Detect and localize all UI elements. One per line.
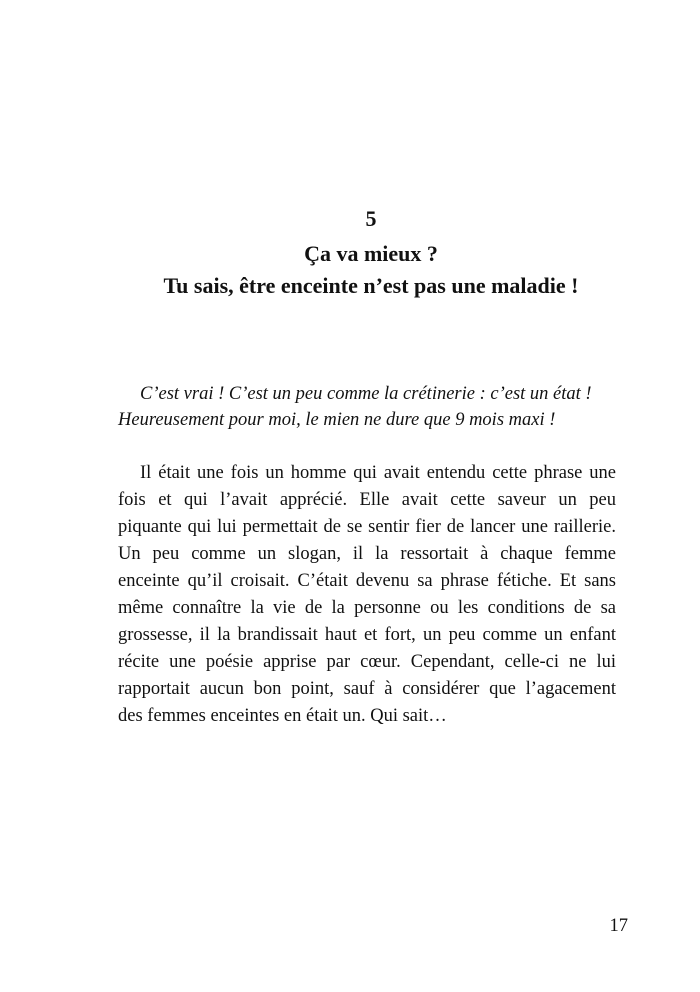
paragraph-line: enceinte qu’il croisait. C’était devenu sa phrase fétiche. Et sans xyxy=(118,571,616,591)
epigraph-line: Heureusement pour moi, le mien ne dure que 9 mois maxi ! xyxy=(118,410,556,430)
page-number: 17 xyxy=(609,916,628,936)
paragraph-line: piquante qui lui permettait de se sentir fier de lancer une raillerie. xyxy=(118,517,616,537)
paragraph-line: grossesse, il la brandissait haut et fort, un peu comme un enfant xyxy=(118,625,616,645)
paragraph-line: récite une poésie apprise par cœur. Cependant, celle-ci ne lui xyxy=(118,652,616,672)
chapter-number: 5 xyxy=(365,206,377,231)
paragraph-line: rapportait aucun bon point, sauf à considérer que l’agacement xyxy=(118,679,616,699)
paragraph-line: des femmes enceintes en était un. Qui sait… xyxy=(118,706,447,726)
chapter-title xyxy=(0,238,700,302)
body-paragraph xyxy=(118,460,616,730)
paragraph-line: fois et qui l’avait apprécié. Elle avait cette saveur un peu xyxy=(118,490,616,510)
paragraph-line: même connaître la vie de la personne ou les conditions de sa xyxy=(118,598,616,618)
paragraph-line: Un peu comme un slogan, il la ressortait à chaque femme xyxy=(118,544,616,564)
epigraph-line: C’est vrai ! C’est un peu comme la crétinerie : c’est un état ! xyxy=(140,384,592,404)
chapter-title-line: Ça va mieux ? xyxy=(304,241,438,266)
chapter-title-line: Tu sais, être enceinte n’est pas une maladie ! xyxy=(163,273,579,298)
epigraph xyxy=(118,381,616,433)
paragraph-line: Il était une fois un homme qui avait entendu cette phrase une xyxy=(140,463,616,483)
